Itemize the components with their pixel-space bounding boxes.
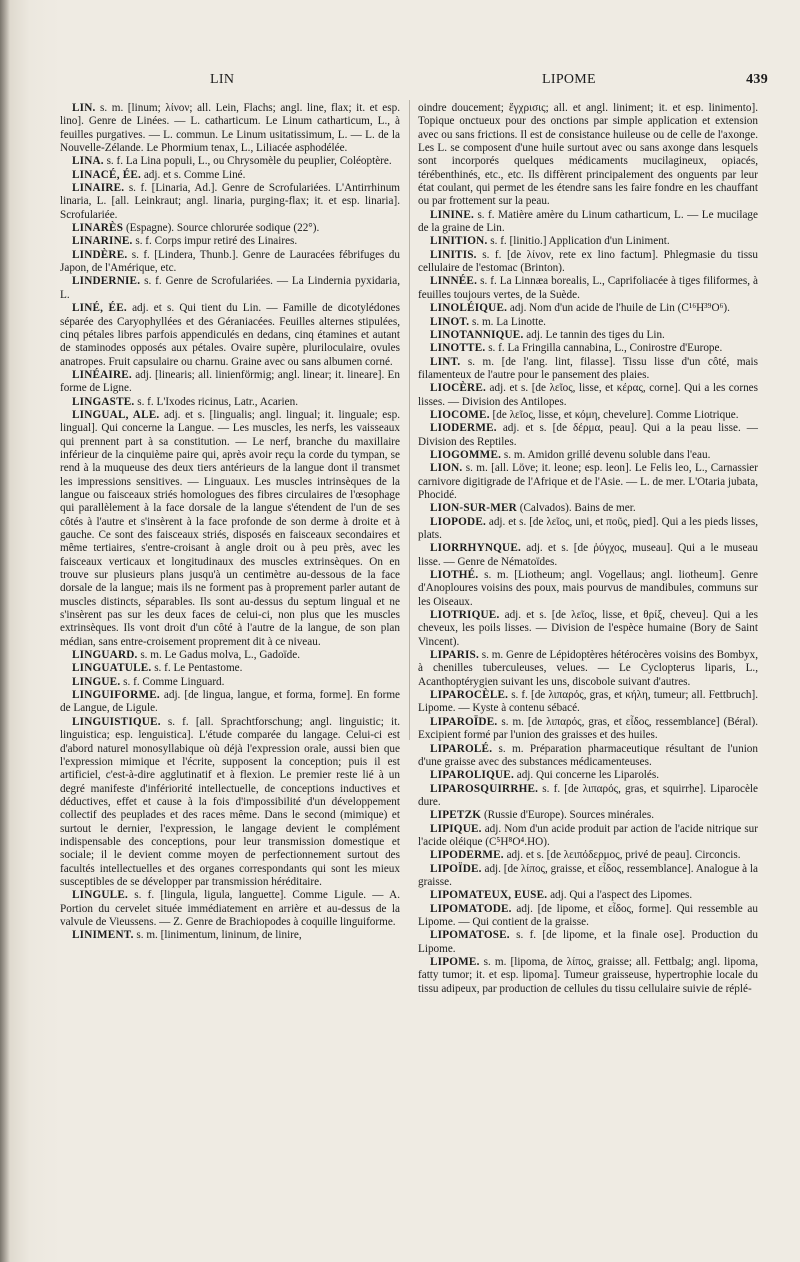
dictionary-entry — [418, 863, 758, 890]
dictionary-entry — [418, 516, 758, 543]
right-column — [418, 102, 758, 996]
entry-headword: LIODERME. — [430, 422, 497, 435]
entry-headword: LINGUISTIQUE. — [72, 715, 161, 728]
entry-definition: s. f. La Fringilla cannabina, L., Conirostre d'Europe. — [485, 342, 723, 355]
dictionary-entry — [418, 823, 758, 850]
dictionary-entry — [418, 209, 758, 236]
entry-definition: adj. et s. Comme Liné. — [141, 168, 246, 181]
dictionary-entry — [60, 662, 400, 675]
entry-headword: LIPOME. — [430, 956, 480, 968]
dictionary-entry — [418, 689, 758, 716]
entry-definition: adj. et s. [de λεῖος, lisse, et κέρας, corne]. Qui a les cornes lisses. — Division des Antilopes. — [418, 382, 758, 408]
entry-definition: adj. [de lingua, langue, et forma, forme]. En forme de Langue, de Ligule. — [60, 689, 400, 715]
entry-definition: adj. [de lipome, et εἶδος, forme]. Qui ressemble au Lipome. — Qui contient de la graisse. — [418, 902, 758, 928]
entry-definition: s. m. Genre de Lépidoptères hétérocères voisins des Bombyx, à chenilles tuberculeuses, velues. — Le Cyclopterus liparis, L., Acanthoptérygien suivant les uns, discobole suivant d'autres. — [418, 649, 758, 688]
entry-definition: oindre doucement; ἔγχρισις; all. et angl. liniment; it. et esp. linimento]. Topique onctueux pour des onctions par simple application et extension avec ou sans frictions. Il est de consistance huileuse ou de celle de l'axonge. Les L. se composent d'une huile surtout avec ou sans axonge dans lesquels sont incorporés quelques médicaments mucilagineux, opiacés, térébenthinés, etc., etc. Ils diffèrent principalement des onguents par leur état coulant, qui permet de les étendre sans les faire fondre en les chauffant ou par frottement sur la peau. — [418, 102, 758, 208]
dictionary-entry — [418, 249, 758, 276]
dictionary-entry — [60, 409, 400, 649]
entry-definition: s. f. [de λιπαρός, gras, et squirrhe]. Liparocèle dure. — [418, 782, 758, 808]
dictionary-entry — [60, 929, 400, 942]
entry-headword: LIPOÏDE. — [430, 862, 482, 875]
entry-definition: s. m. [Liotheum; angl. Vogellaus; angl. liotheum]. Genre d'Anoploures voisins des poux, mais pourvus de mandibules, communs sur les Oiseaux. — [418, 569, 758, 608]
entry-definition: adj. Nom d'un acide produit par action de l'acide nitrique sur l'acide oléique (C⁵H⁸O⁴.HO). — [418, 822, 758, 848]
dictionary-entry — [60, 275, 400, 302]
entry-headword: LINA. — [72, 155, 104, 168]
entry-definition: s. f. [Lindera, Thunb.]. Genre de Lauracées fébrifuges du Japon, de l'Amérique, etc. — [60, 248, 400, 275]
entry-headword: LINGUIFORME. — [72, 689, 160, 702]
dictionary-entry — [418, 329, 758, 342]
entry-definition: adj. Qui concerne les Liparolés. — [513, 769, 660, 782]
entry-definition: (Calvados). Bains de mer. — [516, 502, 636, 515]
entry-headword: LIPOMATODE. — [430, 902, 512, 915]
entry-headword: LIOGOMME. — [430, 448, 502, 461]
book-gutter-shadow — [0, 0, 10, 1262]
entry-definition: s. m. [linimentum, lininum, de linire, — [133, 929, 302, 942]
dictionary-entry — [418, 769, 758, 782]
entry-headword: LINGUARD. — [72, 649, 138, 662]
entry-headword: LIOTRIQUE. — [430, 609, 500, 622]
entry-definition: s. m. [all. Löve; it. leone; esp. leon]. Le Felis leo, L., Carnassier carnivore digitigrade de l'Afrique et de l'Asie. — L. de mer. L'Otaria jubata, Phocidé. — [418, 462, 758, 501]
entry-headword: LIOTHÉ. — [430, 569, 479, 582]
entry-definition: [de λεῖος, lisse, et κόμη, chevelure]. Comme Liotrique. — [489, 408, 739, 421]
entry-headword: LINARINE. — [72, 235, 133, 248]
entry-definition: s. f. [lingula, ligula, languette]. Comme Ligule. — A. Portion du cervelet située immédiatement en arrière et au-dessus de la valvule de Vieussens. — Z. Genre de Brachiopodes à coquille linguiforme. — [60, 889, 400, 928]
entry-headword: LINGASTE. — [72, 395, 135, 408]
column-divider — [409, 100, 410, 740]
entry-definition: s. f. Corps impur retiré des Linaires. — [132, 235, 298, 248]
dictionary-entry — [418, 502, 758, 515]
entry-headword: LINARÈS — [72, 222, 124, 235]
dictionary-entry — [418, 609, 758, 649]
entry-definition: s. m. Préparation pharmaceutique résultant de l'union d'une graisse avec des substances médicamenteuses. — [418, 742, 758, 768]
entry-headword: LINACÉ, ÉE. — [72, 168, 142, 181]
entry-definition: adj. et s. Qui tient du Lin. — Famille de dicotylédones séparée des Caryophyllées et des Géraniacées. Feuilles alternes stipulées, cinq pétales libres parfois appendiculés en dedans, cinq étamines et autant de staminodes opposés aux pétales. Ovaire supère, pluriloculaire, ovules anatropes. Fruit capsulaire ou charnu. Graine avec ou sans albumen corné. — [60, 302, 400, 368]
entry-headword: LIPODERME. — [430, 849, 504, 862]
dictionary-entry — [418, 302, 758, 315]
entry-headword: LINOTTE. — [430, 342, 486, 355]
entry-headword: LIPETZK — [430, 809, 482, 822]
dictionary-entry — [418, 743, 758, 770]
entry-headword: LININE. — [430, 208, 474, 221]
entry-headword: LIPARIS. — [430, 649, 479, 662]
entry-headword: LIPAROSQUIRRHE. — [430, 782, 539, 795]
entry-definition: s. f. L'Ixodes ricinus, Latr., Acarien. — [134, 395, 298, 408]
entry-headword: LINÉAIRE. — [72, 368, 132, 381]
entry-headword: LIPAROLIQUE. — [430, 769, 514, 782]
entry-definition: (Espagne). Source chlorurée sodique (22°). — [123, 222, 320, 235]
entry-headword: LINIMENT. — [72, 929, 134, 942]
dictionary-entry — [60, 102, 400, 155]
running-header — [60, 72, 768, 94]
entry-definition: s. f. Genre de Scrofulariées. — La Lindernia pyxidaria, L. — [60, 275, 400, 301]
entry-definition: s. m. [linum; λίνον; all. Lein, Flachs; angl. line, flax; it. et esp. lino]. Genre de Linées. — L. catharticum. Le Linum catharticum, L., à feuilles purgatives. — L. commun. Le Linum usitatissimum, L. — L. de la Nouvelle-Zélande. Le Phormium tenax, L., Liliacée asphodélée. — [60, 102, 400, 155]
dictionary-entry — [418, 929, 758, 956]
entry-headword: LINGUE. — [72, 675, 121, 688]
dictionary-entry — [418, 809, 758, 822]
entry-headword: LINOTANNIQUE. — [430, 328, 524, 341]
entry-headword: LIPOMATEUX, EUSE. — [430, 889, 548, 902]
dictionary-entry — [60, 222, 400, 235]
dictionary-entry — [60, 716, 400, 889]
entry-headword: LINGUATULE. — [72, 662, 152, 675]
dictionary-entry — [60, 235, 400, 248]
entry-definition: adj. et s. [de λεῖος, lisse, et θρίξ, cheveu]. Qui a les cheveux, les poils lisses. — Division de l'espèce humaine (Bory de Saint Vincent). — [418, 609, 758, 648]
dictionary-entry — [418, 275, 758, 302]
dictionary-entry — [418, 422, 758, 449]
dictionary-entry — [418, 382, 758, 409]
entry-definition: s. m. La Linotte. — [469, 315, 546, 328]
entry-definition: s. f. La Linnæa borealis, L., Caprifoliacée à tiges filiformes, à feuilles toujours vertes, de la Suède. — [418, 275, 758, 301]
running-head-right: LIPOME — [542, 72, 596, 87]
entry-definition: (Russie d'Europe). Sources minérales. — [481, 809, 655, 822]
dictionary-entry — [418, 903, 758, 930]
entry-headword: LINNÉE. — [430, 275, 478, 288]
entry-definition: s. m. Amidon grillé devenu soluble dans l'eau. — [501, 448, 711, 461]
entry-definition: adj. et s. [de ῥύγχος, museau]. Qui a le museau lisse. — Genre de Nématoïdes. — [418, 542, 758, 568]
dictionary-entry — [60, 155, 400, 168]
entry-definition: adj. [de λίπος, graisse, et εἶδος, ressemblance]. Analogue à la graisse. — [418, 862, 758, 888]
dictionary-entry — [418, 783, 758, 810]
entry-definition: adj. [linearis; all. linienförmig; angl. linear; it. lineare]. En forme de Ligne. — [60, 368, 400, 395]
entry-definition: adj. Le tannin des tiges du Lin. — [523, 328, 665, 341]
dictionary-entry — [60, 249, 400, 276]
entry-headword: LIORRHYNQUE. — [430, 542, 521, 555]
entry-definition: s. m. Le Gadus molva, L., Gadoïde. — [137, 649, 301, 662]
entry-definition: s. f. [de λιπαρός, gras, et κήλη, tumeur; all. Fettbruch]. Lipome. — Kyste à contenu sébacé. — [418, 689, 758, 715]
entry-headword: LINITIS. — [430, 248, 477, 261]
entry-headword: LION. — [430, 462, 463, 475]
entry-headword: LINITION. — [430, 235, 488, 248]
entry-definition: s. m. [lipoma, de λίπος, graisse; all. Fettbalg; angl. lipoma, fatty tumor; it. et esp. lipoma]. Tumeur graisseuse, hypertrophie locale du tissu adipeux, par production de cellules du tissu cellulaire suivie de réplé- — [418, 956, 758, 995]
entry-definition: s. f. Le Pentastome. — [151, 662, 243, 675]
dictionary-entry — [418, 569, 758, 609]
dictionary-entry — [60, 689, 400, 716]
entry-headword: LINGUAL, ALE. — [72, 408, 160, 421]
entry-headword: LION-SUR-MER — [430, 502, 517, 515]
entry-definition: s. f. [Linaria, Ad.]. Genre de Scrofulariées. L'Antirrhinum linaria, L. [all. Leinkraut; angl. linaria, purging-flax; it. et esp. linaria]. Scrofulariée. — [60, 182, 400, 221]
entry-headword: LIOPODE. — [430, 515, 486, 528]
dictionary-entry — [418, 716, 758, 743]
entry-headword: LINDERNIE. — [72, 275, 141, 288]
entry-definition: s. f. Comme Linguard. — [120, 675, 225, 688]
entry-headword: LINOT. — [430, 315, 470, 328]
entry-headword: LIPAROÏDE. — [430, 715, 498, 728]
entry-headword: LIOCÈRE. — [430, 382, 486, 395]
entry-definition: s. m. [de l'ang. lint, filasse]. Tissu lisse d'un côté, mais filamenteux de l'autre pour le pansement des plaies. — [418, 355, 758, 381]
dictionary-entry — [418, 409, 758, 422]
dictionary-entry — [418, 316, 758, 329]
dictionary-entry — [418, 889, 758, 902]
dictionary-entry — [60, 169, 400, 182]
dictionary-entry — [418, 356, 758, 383]
entry-definition: s. f. [de lipome, et la finale ose]. Production du Lipome. — [418, 929, 758, 955]
entry-definition: s. f. [linitio.] Application d'un Liniment. — [487, 235, 670, 248]
entry-headword: LIN. — [72, 102, 96, 114]
entry-definition: adj. et s. [de λεῖος, uni, et ποῦς, pied]. Qui a les pieds lisses, plats. — [418, 515, 758, 541]
dictionary-entry — [418, 462, 758, 502]
left-column — [60, 102, 400, 943]
entry-headword: LIPAROLÉ. — [430, 742, 493, 755]
entry-definition: s. f. [all. Sprachtforschung; angl. linguistic; it. linguistica; esp. lenguistica]. L'étude comparée du langage. Celui-ci est d'abord naturel monosyllabique où déjà l'expression orale, aussi bien que l'expression mimique et l'écrite, supposent la conception; puis il est artificiel, c'est-à-dire agglutinatif et à flexion. Le premier reste lié à un degré manifeste d'infériorité intellectuelle, de conceptions inductives et déductives, effet et cause à la fois d'impossibilité d'un développement collectif des peuplades et des races même. Dans le second (mimique) et surtout le dernier, l'expression, le langage devient le complément indispensable des conceptions, pour leur transmission domestique et sociale; il le devient comme moyen de perfectionnement surtout des facultés intellectuelles et des organes correspondants qui sont les mieux susceptibles de se développer par transmission héréditaire. — [60, 715, 400, 888]
dictionary-entry — [60, 676, 400, 689]
running-head-left: LIN — [210, 72, 235, 87]
dictionary-entry — [418, 342, 758, 355]
entry-definition: s. f. La Lina populi, L., ou Chrysomèle du peuplier, Coléoptère. — [103, 155, 392, 168]
entry-definition: adj. et s. [lingualis; angl. lingual; it. linguale; esp. lingual]. Qui concerne la Langue. — Les muscles, les nerfs, les vaisseaux qui prennent part à sa constitution. — Le nerf, branche du maxillaire inférieur de la cinquième paire qui, après avoir reçu la corde du tympan, se rend à la muqueuse des deux tiers antérieurs de la langue dont il transmet les impressions sensitives. — Linguaux. Les muscles intrinsèques de la langue ou faisceaux striés homologues des fibres circulaires de l'œsophage qui parallèlement à la face dorsale de la langue s'étendent de l'un de ses côtés à l'autre et s'insèrent à la face profonde de son derme à droite et à gauche. Ce sont des faisceaux striés, disposés en faisceaux secondaires et même tertiaires, s'entre-croisant à angle droit ou à peu près, avec les faisceaux verticaux et longitudinaux des muscles extrinsèques. On en trouve sur plusieurs plans jusqu'à un centimètre au-dessous de la face dorsale de la langue; mais ils ne forment pas à proprement parler autant de muscles distincts, séparables. Ils sont au-dessus du septum lingual et ne s'insèrent pas sur les deux faces de celui-ci, non plus que les muscles extrinsèques. Ils vont droit d'un côté à l'autre de la langue, de son plan médian, sans entre-croisement proprement dit à ce niveau. — [60, 408, 400, 648]
entry-definition: adj. Nom d'un acide de l'huile de Lin (C¹⁶H³⁹O⁶). — [507, 302, 730, 315]
entry-headword: LINGULE. — [72, 889, 128, 902]
page-number: 439 — [746, 72, 768, 87]
dictionary-entry — [418, 102, 758, 209]
dictionary-entry — [60, 396, 400, 409]
entry-headword: LINAIRE. — [72, 182, 125, 195]
dictionary-entry — [418, 956, 758, 996]
entry-headword: LIOCOME. — [430, 408, 490, 421]
entry-headword: LINÉ, ÉE. — [72, 302, 127, 315]
entry-definition: adj. Qui a l'aspect des Lipomes. — [547, 889, 693, 902]
dictionary-entry — [418, 849, 758, 862]
entry-headword: LINT. — [430, 355, 461, 368]
entry-definition: s. f. Matière amère du Linum catharticum, L. — Le mucilage de la graine de Lin. — [418, 208, 758, 235]
entry-headword: LIPIQUE. — [430, 822, 482, 835]
dictionary-entry — [60, 649, 400, 662]
entry-headword: LINDÈRE. — [72, 248, 128, 261]
dictionary-entry — [418, 449, 758, 462]
dictionary-entry — [60, 369, 400, 396]
dictionary-entry — [418, 235, 758, 248]
dictionary-entry — [60, 302, 400, 369]
entry-headword: LIPOMATOSE. — [430, 929, 510, 942]
entry-definition: adj. et s. [de λειπόδερμος, privé de peau]. Circoncis. — [503, 849, 741, 862]
entry-headword: LIPAROCÈLE. — [430, 689, 509, 702]
dictionary-entry — [60, 182, 400, 222]
entry-headword: LINOLÉIQUE. — [430, 302, 508, 315]
dictionary-entry — [60, 889, 400, 929]
dictionary-entry — [418, 649, 758, 689]
entry-definition: s. f. [de λίνον, rete ex lino factum]. Phlegmasie du tissu cellulaire de l'estomac (Brinton). — [418, 248, 758, 275]
entry-definition: adj. et s. [de δέρμα, peau]. Qui a la peau lisse. — Division des Reptiles. — [418, 422, 758, 448]
dictionary-entry — [418, 542, 758, 569]
entry-definition: s. m. [de λιπαρός, gras, et εἶδος, ressemblance] (Béral). Excipient formé par l'union des graisses et des huiles. — [418, 715, 758, 742]
